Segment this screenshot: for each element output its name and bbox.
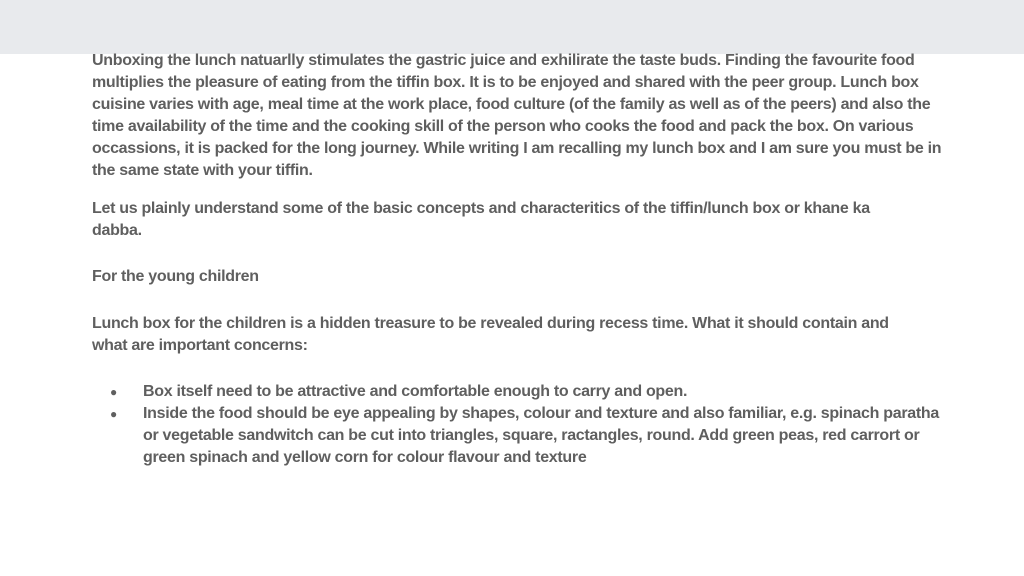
children-paragraph: Lunch box for the children is a hidden treasure to be revealed during recess time. What it should contain and what are important concerns: xyxy=(92,315,889,354)
bullet-text: Inside the food should be eye appealing by shapes, colour and texture and also familiar, e.g. spinach paratha or vegetable sandwitch can be cut into triangles, square, ractangles, round. Add green peas, red carrort or green spinach and yellow corn for colour flavour and texture xyxy=(143,405,939,466)
top-band xyxy=(0,0,1024,54)
section-heading: For the young children xyxy=(92,268,259,285)
list-item xyxy=(92,381,952,403)
bullet-list xyxy=(92,381,952,469)
bullet-icon: ● xyxy=(110,407,117,421)
bullet-text: Box itself need to be attractive and comfortable enough to carry and open. xyxy=(143,383,688,400)
list-item xyxy=(92,403,952,469)
concepts-paragraph: Let us plainly understand some of the basic concepts and characteritics of the tiffin/lunch box or khane ka dabba. xyxy=(92,200,870,239)
bullet-icon: ● xyxy=(110,385,117,399)
intro-paragraph: Unboxing the lunch natuarlly stimulates the gastric juice and exhilirate the taste buds. Finding the favourite food multiplies the pleasure of eating from the tiffin box. It is to be enjoyed and shared with the peer group. Lunch box cuisine varies with age, meal time at the work place, food culture (of the family as well as of the peers) and also the time availability of the time and the cooking skill of the person who cooks the food and pack the box. On various occassions, it is packed for the long journey. While writing I am recalling my lunch box and I am sure you must be in the same state with your tiffin. xyxy=(92,52,942,179)
